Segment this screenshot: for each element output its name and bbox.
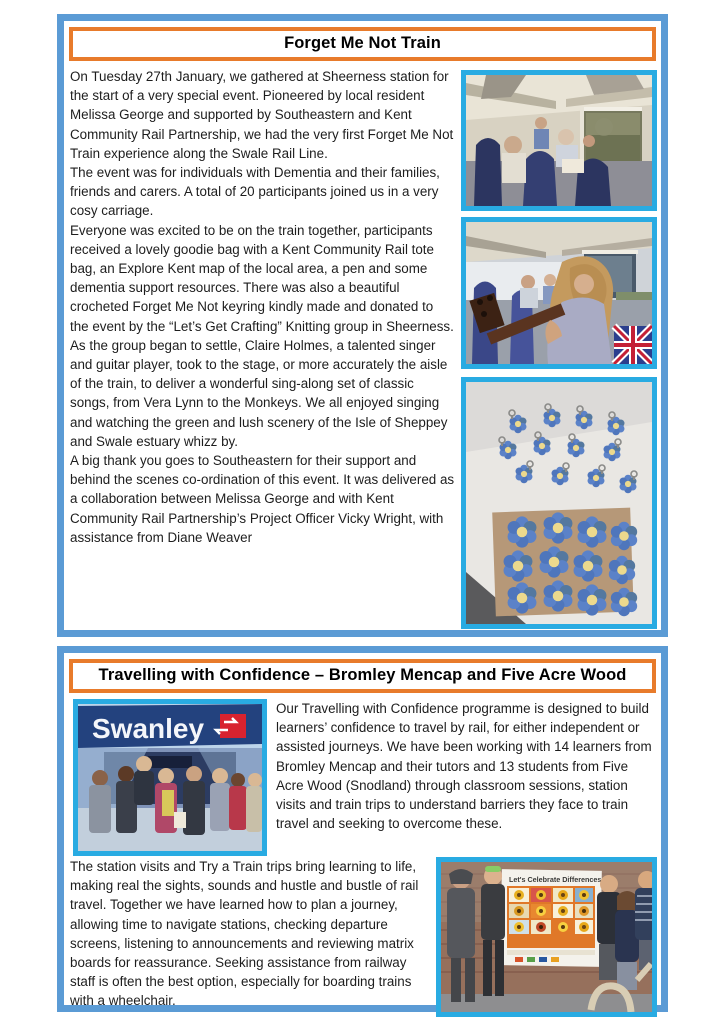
section2-text-2 xyxy=(70,857,434,1017)
paragraph: The event was for individuals with Dementia and their families, friends and carers. A total of 20 participants joined us in a very cosy carriage. xyxy=(70,165,440,219)
section1-title-box xyxy=(69,27,656,61)
celebrate-differences-poster-group-photo xyxy=(436,857,657,1017)
section1-text-column xyxy=(70,67,461,629)
section2-row2 xyxy=(64,856,661,1017)
paragraph: Everyone was excited to be on the train together, participants received a lovely goodie bag with a Kent Community Rail tote bag, an Explore Kent map of the local area, a pen and some dementia support resources. There was also a beautiful crocheted Forget Me Not keyring kindly made and donated to the event by the “Let’s Get Crafting” Knitting group in Sheerness. xyxy=(70,222,454,334)
paragraph: Our Travelling with Confidence programme is designed to build learners’ confidence to travel by rail, for either independent or assisted journeys. We have been working with 14 learners from Bromley Mencap and their tutors and 13 students from Five Acre Wood (Snodland) through classroom sessions, station visits and train trips to understand barriers they face to train travel and seeking to overcome these. xyxy=(276,701,652,832)
swanley-station-group-photo xyxy=(73,699,267,856)
section1-title: Forget Me Not Train xyxy=(284,34,441,52)
poster-title-text: Let's Celebrate Differences xyxy=(509,875,602,884)
paragraph: The station visits and Try a Train trips bring learning to life, making real the sights, sounds and hustle and bustle of rail travel. Together we have learned how to plan a journey, allowing time to navigate stations, checking departure screens, listening to announcements and reviewing matrix boards for reassurance. Seeking assistance from railway staff is often the best option, especially for boarding trains with a wheelchair. xyxy=(70,859,419,1009)
crocheted-forget-me-not-keyrings-photo xyxy=(461,377,657,629)
section-forget-me-not-train xyxy=(57,14,668,637)
section-travelling-with-confidence xyxy=(57,646,668,1012)
section2-title-box xyxy=(69,659,656,693)
section1-photo-column xyxy=(461,70,657,629)
section2-row1 xyxy=(64,697,661,856)
swanley-sign-text: Swanley xyxy=(92,713,205,744)
section2-title: Travelling with Confidence – Bromley Mencap and Five Acre Wood xyxy=(98,666,627,684)
section2-text-1 xyxy=(267,699,657,856)
train-carriage-interior-photo xyxy=(461,70,657,211)
paragraph: A big thank you goes to Southeastern for their support and behind the scenes co-ordination of this event. It was delivered as a collaboration between Melissa George and with Kent Community Rail Partnership’s Project Officer Vicky Wright, with assistance from Diane Weaver xyxy=(70,453,455,545)
paragraph: As the group began to settle, Claire Holmes, a talented singer and guitar player, took to the stage, or more accurately the aisle of the train, to deliver a wonderful sing-along set of classic songs, from Vera Lynn to the Monkeys. We all enjoyed singing and watching the green and lush scenery of the Isle of Sheppey and Swale estuary whizz by. xyxy=(70,337,448,449)
section1-content xyxy=(64,65,661,629)
singer-with-guitar-photo xyxy=(461,217,657,369)
paragraph: On Tuesday 27th January, we gathered at Sheerness station for the start of a very special event. Pioneered by local resident Melissa George and supported by Southeastern and Kent Community Rail Partnership, we had the very first Forget Me Not Train experience along the Swale Rail Line. xyxy=(70,69,454,161)
sunflower-artwork-grid xyxy=(507,886,595,962)
